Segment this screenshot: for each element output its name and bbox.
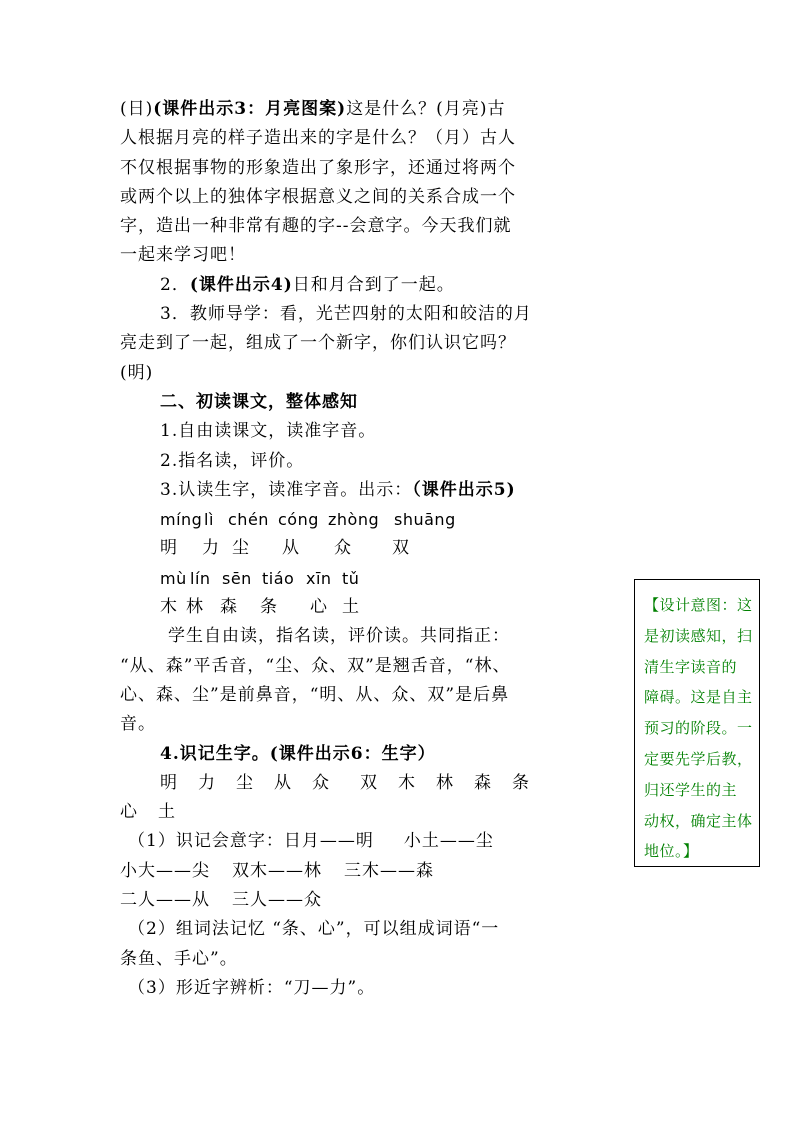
text-line: 二人——从 三人——众 [120, 890, 322, 911]
character: 条 [260, 597, 278, 618]
pinyin: shuāng [394, 510, 456, 530]
design-intent-line: 是初读感知，扫 [644, 626, 753, 645]
text-line: 字，造出一种非常有趣的字--会意字。今天我们就 [120, 216, 512, 237]
pinyin: míng [160, 510, 203, 530]
character: 双 [392, 538, 410, 559]
pinyin: tǔ [342, 568, 360, 588]
character: 土 [342, 597, 360, 618]
courseware-note: (课件出示3：月亮图案) [153, 99, 347, 119]
design-intent-line: 障碍。这是自主 [644, 688, 753, 707]
pinyin-row [120, 505, 540, 534]
pinyin: sēn [222, 568, 252, 588]
character: 力 [198, 772, 216, 793]
text-line: 2.指名读，评价。 [160, 450, 305, 471]
character: 森 [220, 597, 238, 618]
pinyin: cóng [278, 510, 319, 530]
text-line: (明) [120, 362, 154, 383]
text-line: 不仅根据事物的形象造出了象形字，还通过将两个 [120, 157, 516, 178]
text-line: 心、森、尘”是前鼻音，“明、从、众、双”是后鼻 [120, 684, 510, 705]
pinyin: lì [204, 510, 214, 530]
text-line: 亮走到了一起，组成了一个新字，你们认识它吗？ [120, 333, 516, 354]
character: 林 [436, 772, 454, 793]
pinyin: lín [190, 568, 211, 588]
text-line: 小大——尖 双木——林 三木——森 [120, 860, 434, 881]
character: 明 [160, 772, 178, 793]
character: 林 [186, 597, 204, 618]
courseware-note: (课件出示4) [189, 274, 293, 295]
design-intent-line: 地位。】 [644, 842, 699, 861]
pinyin: zhòng [328, 510, 380, 530]
text-line: 3.认读生字，读准字音。出示：（课件出示5) [160, 479, 516, 500]
character-row [120, 534, 540, 563]
text-line: 4.识记生字。(课件出示6：生字） [160, 743, 436, 764]
character: 众 [334, 538, 352, 559]
design-intent-line: 【设计意图：这 [644, 596, 753, 614]
section-heading: 二、初读课文，整体感知 [160, 391, 358, 412]
text-line: 人根据月亮的样子造出来的字是什么？（月）古人 [120, 128, 516, 149]
text-line: 条鱼、手心”。 [120, 948, 238, 969]
design-intent-line: 清生字读音的 [644, 657, 738, 676]
courseware-note: (课件出示6：生字） [269, 743, 436, 764]
pinyin: mù [160, 568, 187, 588]
character: 明 [160, 538, 178, 559]
text-line: （2）组词法记忆 “条、心”，可以组成词语“一 [128, 919, 500, 940]
character: 尘 [232, 538, 250, 559]
character: 众 [312, 772, 330, 793]
character-row [120, 593, 540, 622]
character: 从 [274, 772, 292, 793]
character: 木 [160, 597, 178, 618]
design-intent-line: 归还学生的主 [644, 780, 738, 799]
character: 心 [310, 597, 328, 618]
pinyin: tiáo [262, 568, 295, 588]
text-line: 或两个以上的独体字根据意义之间的关系合成一个 [120, 186, 516, 207]
pinyin: xīn [306, 568, 332, 588]
text-line: 音。 [120, 714, 156, 735]
text-line: 一起来学习吧！ [120, 245, 246, 266]
courseware-note: （课件出示5) [412, 479, 516, 500]
character: 从 [282, 538, 300, 559]
character: 力 [202, 538, 220, 559]
text-line: 2．(课件出示4)日和月合到了一起。 [160, 274, 455, 295]
text-line: （1）识记会意字：日月——明 小土——尘 [128, 831, 494, 852]
character: 尘 [236, 772, 254, 793]
pinyin-row [120, 564, 540, 593]
character: 条 [512, 772, 530, 793]
character: 土 [158, 802, 176, 823]
text-line: 学生自由读，指名读，评价读。共同指正： [168, 626, 510, 647]
design-intent-line: 动权，确定主体 [644, 811, 753, 830]
character: 心 [120, 802, 138, 823]
text-line: “从、森”平舌音，“尘、众、双”是翘舌音，“林、 [120, 655, 511, 676]
character: 木 [398, 772, 416, 793]
design-intent-box [634, 579, 760, 867]
text-line: 1.自由读课文，读准字音。 [160, 421, 377, 442]
text-line: (日)(课件出示3：月亮图案)这是什么？(月亮)古 [120, 99, 506, 119]
character-row [120, 769, 540, 798]
text-line: （3）形近字辨析：“刀—力”。 [128, 977, 376, 998]
design-intent-line: 预习的阶段。一 [644, 719, 753, 738]
character-row [120, 798, 540, 827]
character: 森 [474, 772, 492, 793]
design-intent-line: 定要先学后教， [644, 749, 753, 768]
lesson-body [120, 95, 540, 1003]
character: 双 [360, 772, 378, 793]
text-line: 3．教师导学：看，光芒四射的太阳和皎洁的月 [160, 304, 532, 325]
pinyin: chén [228, 510, 269, 530]
